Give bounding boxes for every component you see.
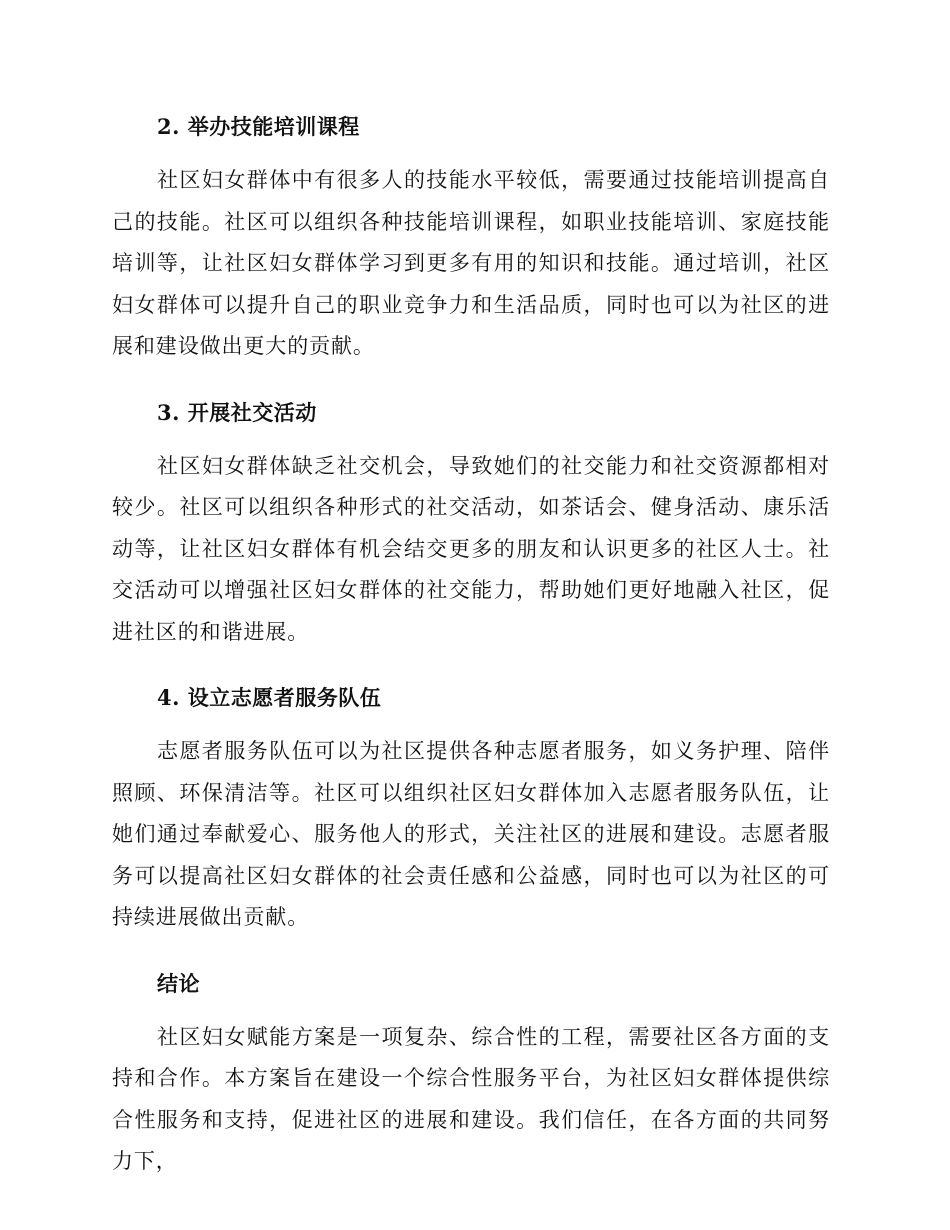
document-body: [112, 104, 830, 1205]
section-heading-volunteer-team: 4. 设立志愿者服务队伍: [157, 685, 382, 710]
section-paragraph-conclusion: 社区妇女赋能方案是一项复杂、综合性的工程，需要社区各方面的支持和合作。本方案旨在建设一个综合性服务平台，为社区妇女群体提供综合性服务和支持，促进社区的进展和建设。我们信任，在各方面的共同努力下，: [112, 1024, 830, 1173]
section-paragraph-skills-training: 社区妇女群体中有很多人的技能水平较低，需要通过技能培训提高自己的技能。社区可以组织各种技能培训课程，如职业技能培训、家庭技能培训等，让社区妇女群体学习到更多有用的知识和技能。通过培训，社区妇女群体可以提升自己的职业竞争力和生活品质，同时也可以为社区的进展和建设做出更大的贡献。: [112, 168, 830, 358]
section-heading-social-activities: 3. 开展社交活动: [157, 399, 317, 425]
section-heading-skills-training: 2. 举办技能培训课程: [157, 114, 360, 139]
section-paragraph-volunteer-team: 志愿者服务队伍可以为社区提供各种志愿者服务，如义务护理、陪伴照顾、环保清洁等。社区可以组织社区妇女群体加入志愿者服务队伍，让她们通过奉献爱心、服务他人的形式，关注社区的进展和建设。志愿者服务可以提高社区妇女群体的社会责任感和公益感，同时也可以为社区的可持续进展做出贡献。: [112, 739, 830, 929]
section-paragraph-social-activities: 社区妇女群体缺乏社交机会，导致她们的社交能力和社交资源都相对较少。社区可以组织各种形式的社交活动，如茶话会、健身活动、康乐活动等，让社区妇女群体有机会结交更多的朋友和认识更多的社区人士。社交活动可以增强社区妇女群体的社交能力，帮助她们更好地融入社区，促进社区的和谐进展。: [112, 453, 830, 644]
section-heading-conclusion: 结论: [157, 970, 200, 996]
